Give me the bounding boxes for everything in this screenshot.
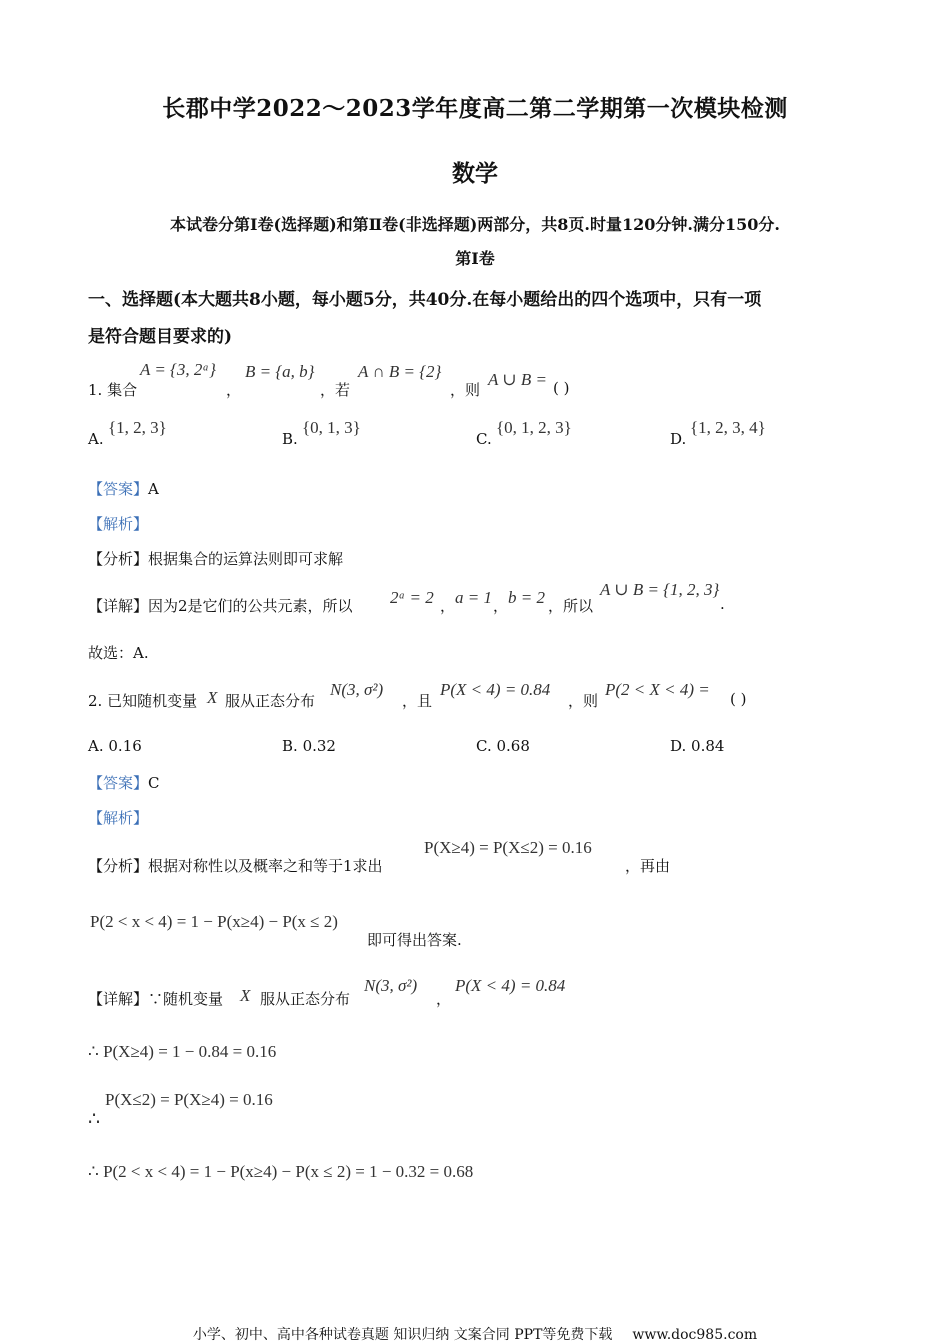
- q1-analysis: [88, 548, 343, 569]
- q1-if: ，若: [320, 381, 351, 399]
- footer-site: www.doc985.com: [632, 1327, 758, 1343]
- q2-analysis-then: ，再由: [625, 857, 671, 875]
- q1-set-a: A = {3, 2ᵃ}: [140, 360, 216, 379]
- q1-set-b: B = {a, b}: [245, 362, 315, 381]
- q1-detail-end: .: [720, 595, 725, 613]
- q1-answer: [88, 478, 159, 499]
- q2-analysis-conclude: 即可得出答案.: [367, 931, 462, 949]
- q2-option-c-value: 0.68: [496, 737, 530, 755]
- q1-ask: A ∪ B =: [488, 370, 547, 389]
- q1-comma: ，: [226, 381, 242, 399]
- q1-option-a-value: {1, 2, 3}: [108, 418, 167, 437]
- q2-detail-lead: [88, 988, 223, 1009]
- q1-jiexi-tag: 【解析】: [88, 515, 149, 533]
- q2-jiexi: [88, 807, 148, 828]
- page-title: 长郡中学2022～2023学年度高二第二学期第一次模块检测: [162, 95, 788, 122]
- q1-analysis-tag: 【分析】: [88, 550, 149, 568]
- q2-option-d-label: D.: [670, 737, 687, 755]
- q2-analysis-eq2: P(2 < x < 4) = 1 − P(x≥4) − P(x ≤ 2): [90, 912, 338, 931]
- q2-then: ，则: [568, 692, 599, 710]
- q1-detail-comma2: ，: [493, 597, 509, 615]
- q2-detail-x: X: [240, 986, 251, 1005]
- q1-option-a-label: A.: [88, 430, 104, 448]
- q2-detail-text: ∵随机变量: [148, 990, 224, 1008]
- q1-jiexi: [88, 513, 148, 534]
- q1-condition: A ∩ B = {2}: [358, 362, 442, 381]
- q1-option-c-label: C.: [476, 430, 492, 448]
- q2-option-d: [670, 737, 724, 755]
- q2-dist: N(3, σ²): [330, 680, 384, 699]
- q2-analysis-lead: [88, 855, 383, 876]
- q2-detail-dist: N(3, σ²): [364, 976, 418, 995]
- q2-detail-tag: 【详解】: [88, 990, 149, 1008]
- q2-step1: ∴ P(X≥4) = 1 − 0.84 = 0.16: [88, 1042, 277, 1061]
- q1-detail-lead: [88, 595, 353, 616]
- q2-given: P(X < 4) = 0.84: [440, 680, 551, 699]
- q2-option-d-value: 0.84: [691, 737, 725, 755]
- q2-option-a-value: 0.16: [108, 737, 142, 755]
- subject-title: 数学: [452, 160, 498, 187]
- q2-stem-label: 2. 已知随机变量: [88, 692, 198, 710]
- q2-option-c-label: C.: [476, 737, 492, 755]
- q2-answer-tag: 【答案】: [88, 774, 149, 792]
- q2-option-c: [476, 737, 530, 755]
- q1-detail-tag: 【详解】: [88, 597, 149, 615]
- q1-detail-eq3: b = 2: [508, 588, 545, 607]
- q2-var-x: X: [207, 688, 218, 707]
- q2-answer-value: C: [148, 774, 160, 792]
- q2-paren: ( ): [730, 690, 747, 708]
- exam-intro: 本试卷分第Ⅰ卷(选择题)和第Ⅱ卷(非选择题)两部分，共8页.时量120分钟.满分150分.: [170, 215, 780, 234]
- q1-detail-comma1: ，: [440, 597, 456, 615]
- q1-answer-tag: 【答案】: [88, 480, 149, 498]
- q2-detail-comma: ，: [436, 990, 452, 1008]
- q2-option-b: [282, 737, 336, 755]
- volume-heading: 第Ⅰ卷: [455, 249, 495, 268]
- q1-option-c-value: {0, 1, 2, 3}: [496, 418, 572, 437]
- footer-text: 小学、初中、高中各种试卷真题 知识归纳 文案合同 PPT等免费下载: [192, 1327, 613, 1343]
- q1-then: ，则: [450, 381, 481, 399]
- q2-option-b-value: 0.32: [302, 737, 336, 755]
- q2-analysis-text: 根据对称性以及概率之和等于1求出: [148, 857, 383, 875]
- page-footer: [0, 1324, 950, 1344]
- q1-option-d-label: D.: [670, 430, 687, 448]
- section-heading-line1: 一、选择题(本大题共8小题，每小题5分，共40分.在每小题给出的四个选项中，只有一项: [88, 290, 762, 310]
- q2-step3: ∴ P(2 < x < 4) = 1 − P(x≥4) − P(x ≤ 2) = 1 − 0.32 = 0.68: [88, 1162, 474, 1181]
- q2-answer: [88, 772, 160, 793]
- q2-option-b-label: B.: [282, 737, 298, 755]
- q2-step2-symbol: ∴: [88, 1109, 101, 1130]
- q2-detail-given: P(X < 4) = 0.84: [455, 976, 566, 995]
- q2-jiexi-tag: 【解析】: [88, 809, 149, 827]
- q1-detail-text: 因为2是它们的公共元素，所以: [148, 597, 353, 615]
- q2-analysis-tag: 【分析】: [88, 857, 149, 875]
- q2-option-a-label: A.: [88, 737, 104, 755]
- section-heading-line2: 是符合题目要求的): [88, 327, 233, 347]
- q1-stem-label: 1. 集合: [88, 381, 138, 399]
- q1-analysis-text: 根据集合的运算法则即可求解: [148, 550, 344, 568]
- q1-detail-eq4: A ∪ B = {1, 2, 3}: [600, 580, 720, 599]
- q1-choose: 故选：A.: [88, 644, 149, 662]
- q2-option-a: [88, 737, 142, 755]
- q1-option-b-value: {0, 1, 3}: [302, 418, 361, 437]
- q2-detail-distributed: 服从正态分布: [260, 990, 351, 1008]
- q2-and: ，且: [402, 692, 433, 710]
- q1-detail-so: ，所以: [548, 597, 594, 615]
- q1-paren: ( ): [553, 379, 570, 397]
- q2-step2: P(X≤2) = P(X≥4) = 0.16: [105, 1090, 273, 1109]
- q1-detail-eq1: 2ᵃ = 2: [390, 588, 434, 607]
- q2-analysis-eq: P(X≥4) = P(X≤2) = 0.16: [424, 838, 592, 857]
- q2-ask: P(2 < X < 4) =: [605, 680, 710, 699]
- q1-detail-eq2: a = 1: [455, 588, 492, 607]
- q2-distributed: 服从正态分布: [225, 692, 316, 710]
- q1-answer-value: A: [148, 480, 159, 498]
- q1-option-b-label: B.: [282, 430, 298, 448]
- q1-option-d-value: {1, 2, 3, 4}: [690, 418, 766, 437]
